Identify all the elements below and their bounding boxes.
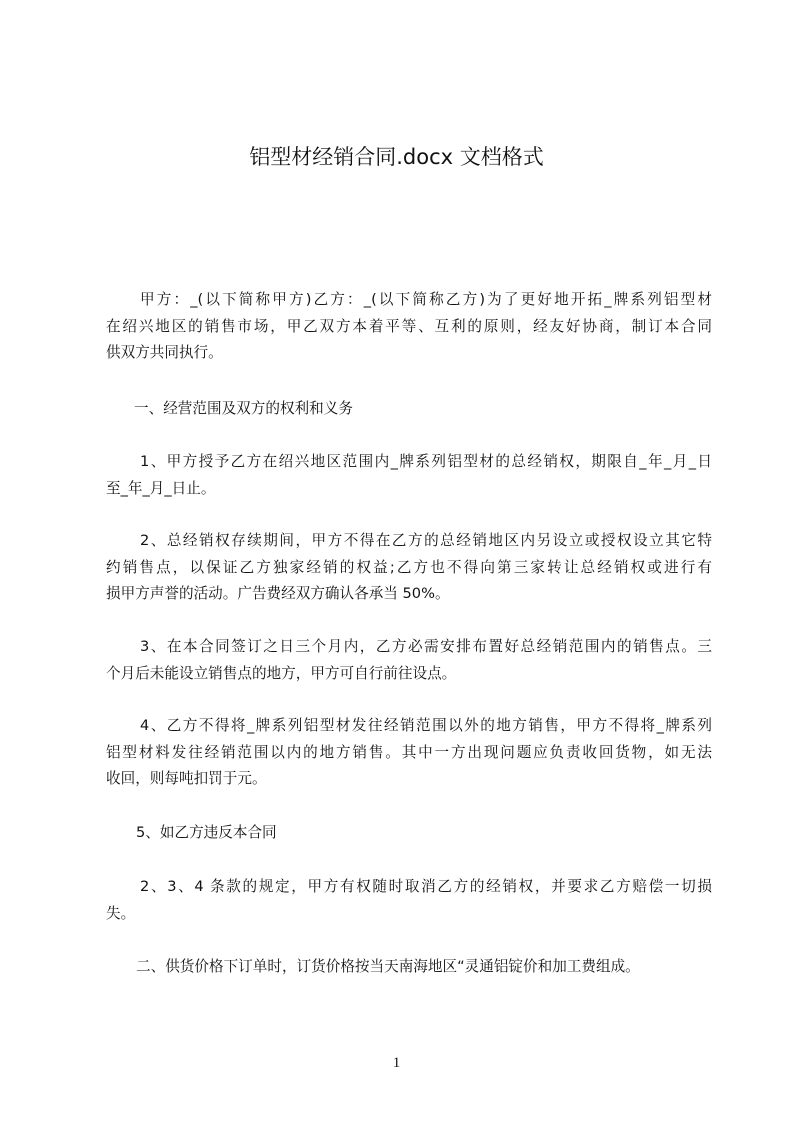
text-line: 损甲方声誉的活动。广告费经双方确认各承当 50%。 <box>106 585 450 603</box>
section-heading-1 <box>106 396 712 423</box>
clause-2 <box>106 528 712 608</box>
page-number: 1 <box>392 1055 401 1071</box>
text-line: 约销售点，以保证乙方独家经销的权益;乙方也不得向第三家转让总经销权或进行有 <box>106 558 712 576</box>
text-line: 铝型材料发往经销范围以内的地方销售。其中一方出现问题应负责收回货物，如无法 <box>106 743 712 761</box>
clause-3 <box>106 634 712 687</box>
text-line: 个月后未能设立销售点的地方，甲方可自行前往设点。 <box>106 664 457 682</box>
text-line: 至_年_月_日止。 <box>106 479 216 497</box>
text-line: 二、供货价格下订单时，订货价格按当天南海地区“灵通铝锭价和加工费组成。 <box>136 958 640 975</box>
text-line: 2、3、4 条款的规定，甲方有权随时取消乙方的经销权，并要求乙方赔偿一切损 <box>140 878 712 895</box>
text-line: 甲方：_(以下简称甲方)乙方：_(以下简称乙方)为了更好地开拓_牌系列铝型材 <box>140 291 712 308</box>
paragraph-preamble <box>106 287 712 367</box>
clause-1 <box>106 449 712 502</box>
text-line: 3、在本合同签订之日三个月内，乙方必需安排布置好总经销范围内的销售点。三 <box>140 638 712 655</box>
document-title: 铝型材经销合同.docx 文档格式 <box>249 145 544 169</box>
text-line: 4、乙方不得将_牌系列铝型材发往经销范围以外的地方销售，甲方不得将_牌系列 <box>140 717 712 734</box>
text-line: 一、经营范围及双方的权利和义务 <box>134 400 353 417</box>
text-line: 收回，则每吨扣罚于元。 <box>106 770 267 788</box>
clause-5 <box>106 820 712 847</box>
section-heading-2 <box>106 954 712 981</box>
text-line: 失。 <box>106 904 136 922</box>
text-line: 5、如乙方违反本合同 <box>136 824 277 841</box>
text-line: 1、甲方授予乙方在绍兴地区范围内_牌系列铝型材的总经销权，期限自_年_月_日 <box>140 453 712 470</box>
text-line: 供双方共同执行。 <box>106 344 223 362</box>
text-line: 在绍兴地区的销售市场，甲乙双方本着平等、互利的原则，经友好协商，制订本合同 <box>106 317 712 335</box>
clause-5-continued <box>106 874 712 927</box>
clause-4 <box>106 713 712 793</box>
text-line: 2、总经销权存续期间，甲方不得在乙方的总经销地区内另设立或授权设立其它特 <box>140 532 712 549</box>
